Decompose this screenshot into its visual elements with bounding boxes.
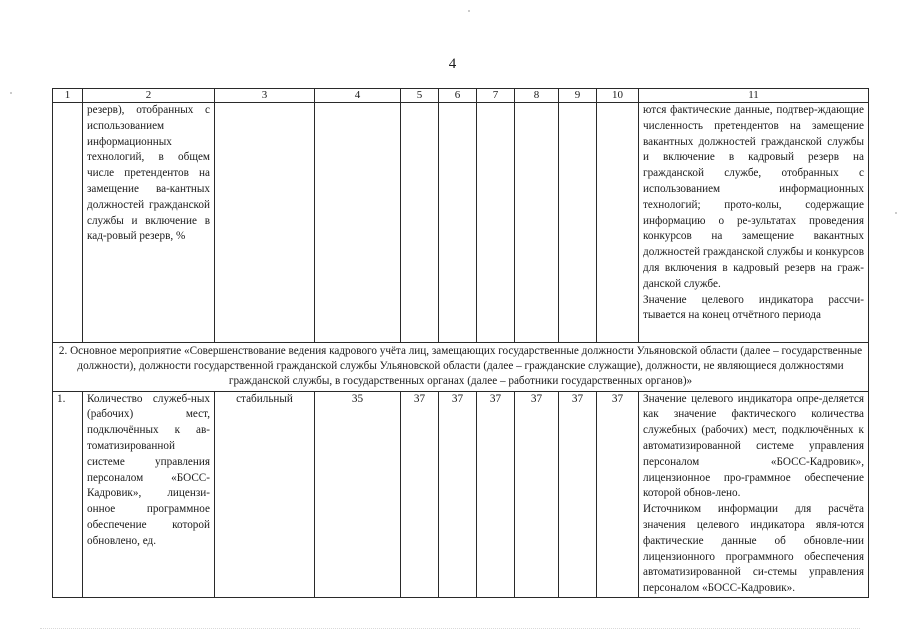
- column-number: 2: [83, 89, 215, 103]
- trend-cell: стабильный: [215, 391, 315, 597]
- method-text: Значение целевого индикатора опре-деляется как значение фактического количества служебных (рабочих) мест, подключённых к автоматизированной системе управления персоналом «БОСС-Кадровик», лицензионное про-граммное обеспечение которой обнов-лено.: [643, 392, 864, 500]
- value-cell: [559, 103, 597, 343]
- value-cell: 37: [597, 391, 639, 597]
- row-index-cell: 1.: [53, 391, 83, 597]
- value-cell: 37: [439, 391, 477, 597]
- value-cell: 37: [515, 391, 559, 597]
- column-number: 4: [315, 89, 401, 103]
- value-cell: 37: [401, 391, 439, 597]
- page-number: 4: [448, 56, 457, 72]
- method-cell: [639, 103, 869, 343]
- method-text-note: Источником информации для расчёта значения целевого индикатора явля-ются фактические данные об обновле-нии лицензионного программного обеспечения автоматизированной си-стемы управления персоналом «БОСС-Кадровик».: [643, 503, 864, 595]
- trend-cell: [215, 103, 315, 343]
- indicator-table: [52, 88, 869, 598]
- value-cell: [439, 103, 477, 343]
- value-cell: [597, 103, 639, 343]
- method-cell: [639, 391, 869, 597]
- section-heading: 2. Основное мероприятие «Совершенствование ведения кадрового учёта лиц, замещающих государственные должности Ульяновской области (далее – государственные должности), должности государственной гражданской службы Ульяновской области (далее – гражданские служащие), должности, не являющиеся должностями гражданской службы, в государственных органах (далее – работники государственных органов)»: [53, 343, 869, 392]
- value-cell: 35: [315, 391, 401, 597]
- column-number: 7: [477, 89, 515, 103]
- value-cell: [401, 103, 439, 343]
- column-number: 9: [559, 89, 597, 103]
- value-cell: [515, 103, 559, 343]
- column-number: 1: [53, 89, 83, 103]
- row-index-cell: [53, 103, 83, 343]
- section-row: [53, 343, 869, 392]
- scan-speck: [10, 92, 12, 94]
- column-number: 11: [639, 89, 869, 103]
- column-number: 3: [215, 89, 315, 103]
- table-row: [53, 391, 869, 597]
- indicator-name-cell: Количество служеб-ных (рабочих) мест, подключённых к ав-томатизированной системе управления персоналом «БОСС-Кадровик», лицензи-онное программное обеспечение которой обновлено, ед.: [83, 391, 215, 597]
- value-cell: 37: [559, 391, 597, 597]
- value-cell: [315, 103, 401, 343]
- scan-footer-noise: [40, 628, 860, 635]
- table-row: [53, 103, 869, 343]
- column-number: 8: [515, 89, 559, 103]
- column-number: 5: [401, 89, 439, 103]
- method-text: ются фактические данные, подтвер-ждающие численность претендентов на замещение вакантных должностей гражданской службы и включение в кадровый резерв на гражданской службе, отобранных с использованием информационных технологий; прото-колы, содержащие информацию о ре-зультатах проведения конкурсов на замещение вакантных должностей гражданской службы и конкурсов для включения в кадровый резерв на граж-данской службе.: [643, 104, 864, 290]
- scan-speck: [468, 10, 470, 12]
- scan-speck: [895, 212, 897, 214]
- column-number-row: [53, 89, 869, 103]
- indicator-name-cell: резерв), отобранных с использованием информационных технологий, в общем числе претендентов на замещение ва-кантных должностей гражданской службы и включение в кад-ровый резерв, %: [83, 103, 215, 343]
- value-cell: 37: [477, 391, 515, 597]
- method-text-note: Значение целевого индикатора рассчи-тывается на конец отчётного периода: [643, 293, 864, 322]
- column-number: 10: [597, 89, 639, 103]
- column-number: 6: [439, 89, 477, 103]
- value-cell: [477, 103, 515, 343]
